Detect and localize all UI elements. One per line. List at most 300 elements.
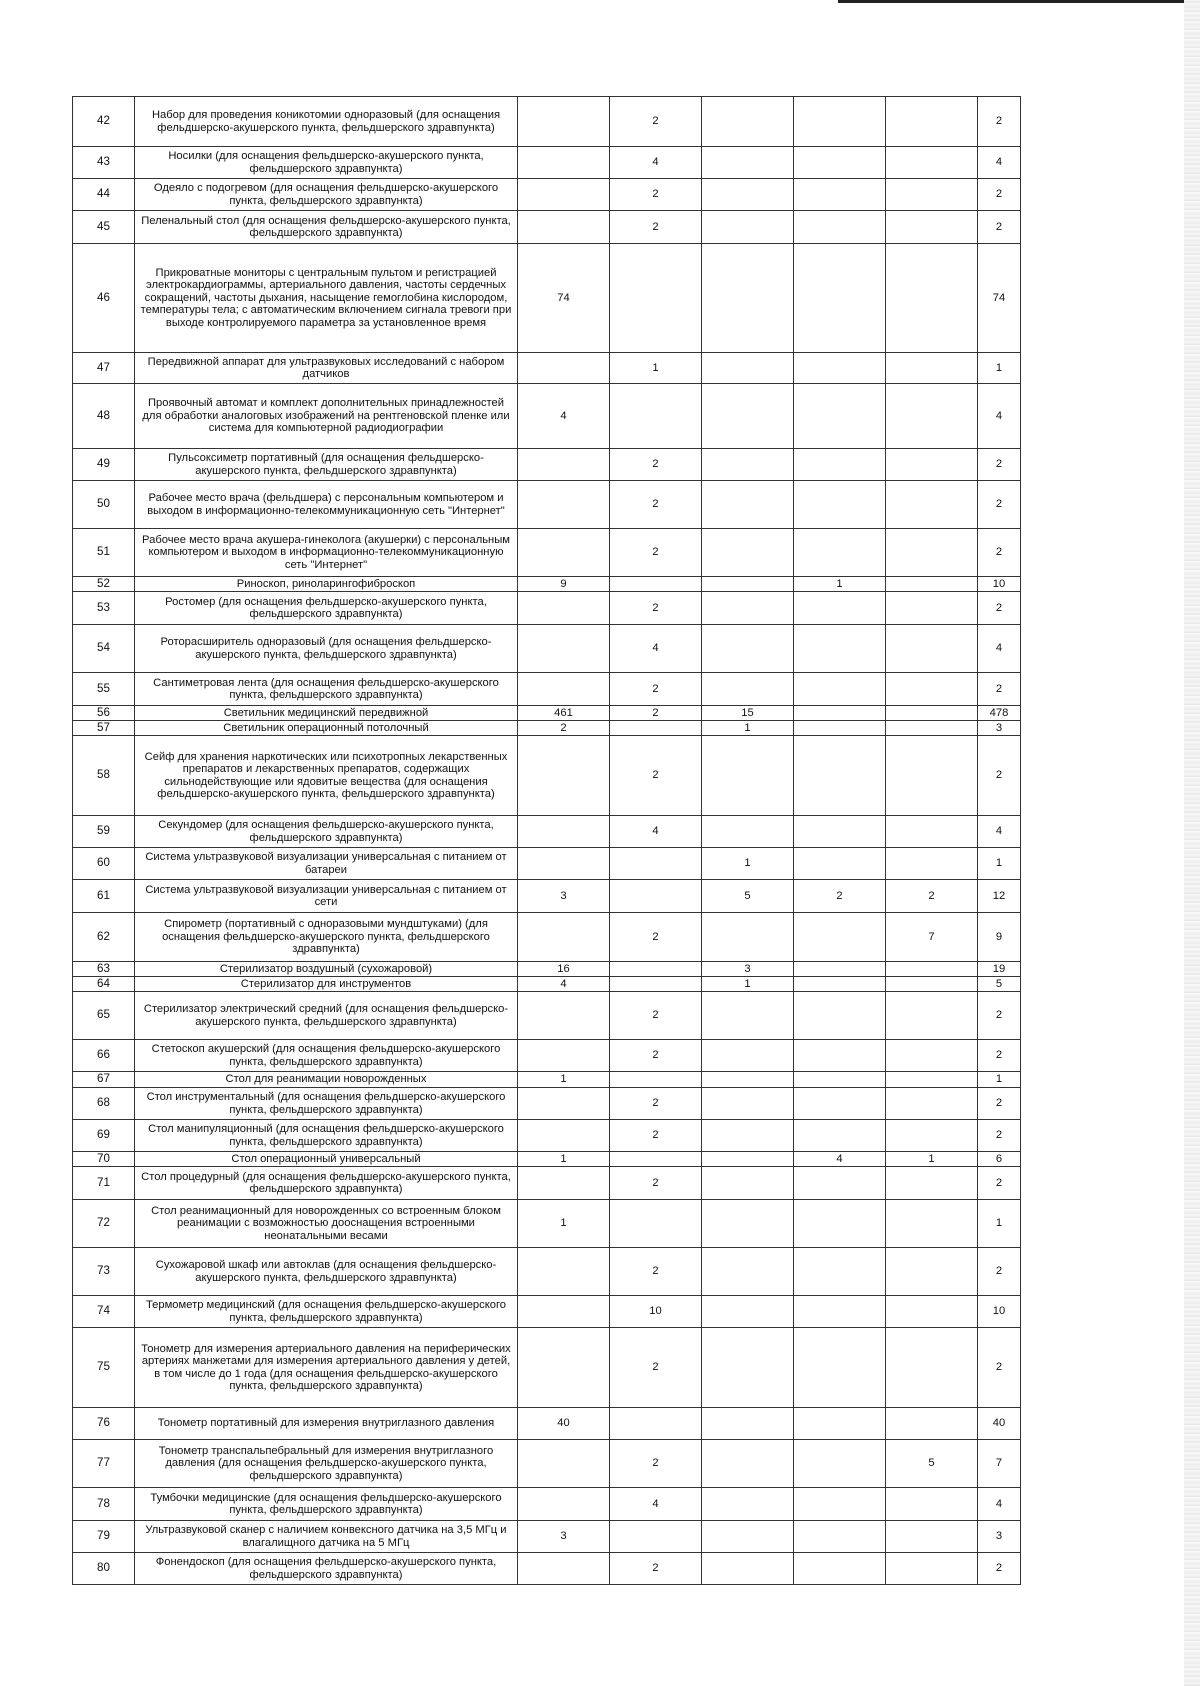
quantity-cell: 461 (518, 706, 610, 721)
table-row (73, 384, 1021, 449)
total-cell: 3 (978, 1521, 1021, 1553)
item-name: Проявочный автомат и комплект дополнительных принадлежностей для обработки аналоговых изображений на рентгеновской пленке или система для компьютерной радиодиографии (135, 384, 518, 449)
quantity-cell (886, 1167, 978, 1200)
table-row (73, 706, 1021, 721)
total-cell: 4 (978, 384, 1021, 449)
row-number: 65 (73, 992, 135, 1040)
item-name: Передвижной аппарат для ультразвуковых исследований с набором датчиков (135, 353, 518, 384)
quantity-cell (702, 577, 794, 592)
quantity-cell (518, 848, 610, 880)
quantity-cell (610, 962, 702, 977)
table-row (73, 1167, 1021, 1200)
quantity-cell: 7 (886, 913, 978, 962)
row-number: 76 (73, 1408, 135, 1440)
item-name: Светильник операционный потолочный (135, 721, 518, 736)
quantity-cell (702, 1296, 794, 1328)
quantity-cell: 4 (610, 816, 702, 848)
row-number: 75 (73, 1328, 135, 1408)
quantity-cell (518, 449, 610, 481)
table-row (73, 147, 1021, 179)
quantity-cell (518, 673, 610, 706)
item-name: Пульсоксиметр портативный (для оснащения фельдшерско-акушерского пункта, фельдшерского здравпункта) (135, 449, 518, 481)
quantity-cell (610, 977, 702, 992)
quantity-cell (794, 1553, 886, 1585)
total-cell: 5 (978, 977, 1021, 992)
quantity-cell (794, 384, 886, 449)
quantity-cell (794, 816, 886, 848)
table-row (73, 1248, 1021, 1296)
quantity-cell (610, 384, 702, 449)
quantity-cell: 2 (610, 449, 702, 481)
quantity-cell (518, 816, 610, 848)
quantity-cell (886, 848, 978, 880)
item-name: Светильник медицинский передвижной (135, 706, 518, 721)
quantity-cell (794, 1120, 886, 1152)
quantity-cell (886, 673, 978, 706)
quantity-cell (794, 449, 886, 481)
quantity-cell (518, 97, 610, 147)
row-number: 80 (73, 1553, 135, 1585)
quantity-cell (702, 179, 794, 211)
row-number: 43 (73, 147, 135, 179)
item-name: Прикроватные мониторы с центральным пультом и регистрацией электрокардиограммы, артериального давления, частоты сердечных сокращений, частоты дыхания, насыщение гемоглобина кислородом, температуры тела; с автоматическим включением сигнала тревоги при выходе контролируемого параметра за установленное время (135, 244, 518, 353)
quantity-cell: 4 (794, 1152, 886, 1167)
quantity-cell: 2 (610, 1328, 702, 1408)
row-number: 71 (73, 1167, 135, 1200)
quantity-cell: 3 (518, 1521, 610, 1553)
quantity-cell (886, 625, 978, 673)
quantity-cell (886, 577, 978, 592)
quantity-cell (794, 992, 886, 1040)
quantity-cell (518, 1248, 610, 1296)
table-row (73, 1488, 1021, 1521)
quantity-cell (794, 211, 886, 244)
quantity-cell (794, 1296, 886, 1328)
quantity-cell (886, 449, 978, 481)
quantity-cell: 2 (610, 97, 702, 147)
quantity-cell: 5 (702, 880, 794, 913)
item-name: Тонометр для измерения артериального давления на периферических артериях манжетами для измерения артериального давления у детей, в том числе до 1 года (для оснащения фельдшерско-акушерского пункта, фельдшерского здравпункта) (135, 1328, 518, 1408)
table-row (73, 625, 1021, 673)
quantity-cell (610, 1152, 702, 1167)
quantity-cell (702, 1248, 794, 1296)
item-name: Одеяло с подогревом (для оснащения фельдшерско-акушерского пункта, фельдшерского здравпункта) (135, 179, 518, 211)
quantity-cell: 5 (886, 1440, 978, 1488)
table-row (73, 1521, 1021, 1553)
total-cell: 4 (978, 625, 1021, 673)
item-name: Стол процедурный (для оснащения фельдшерско-акушерского пункта, фельдшерского здравпункта) (135, 1167, 518, 1200)
quantity-cell: 2 (610, 592, 702, 625)
quantity-cell (518, 592, 610, 625)
quantity-cell (794, 673, 886, 706)
quantity-cell: 2 (610, 1167, 702, 1200)
quantity-cell: 10 (610, 1296, 702, 1328)
table-row (73, 673, 1021, 706)
table-row (73, 529, 1021, 577)
row-number: 62 (73, 913, 135, 962)
quantity-cell (610, 1072, 702, 1088)
quantity-cell (518, 1553, 610, 1585)
quantity-cell (794, 244, 886, 353)
quantity-cell: 2 (610, 1120, 702, 1152)
total-cell: 4 (978, 147, 1021, 179)
table-row (73, 721, 1021, 736)
total-cell: 12 (978, 880, 1021, 913)
quantity-cell (702, 1072, 794, 1088)
quantity-cell (702, 625, 794, 673)
quantity-cell (702, 1040, 794, 1072)
quantity-cell (610, 1521, 702, 1553)
quantity-cell (518, 353, 610, 384)
quantity-cell (518, 1440, 610, 1488)
item-name: Носилки (для оснащения фельдшерско-акушерского пункта, фельдшерского здравпункта) (135, 147, 518, 179)
row-number: 68 (73, 1088, 135, 1120)
quantity-cell: 2 (886, 880, 978, 913)
table-row (73, 1296, 1021, 1328)
row-number: 55 (73, 673, 135, 706)
quantity-cell: 4 (610, 147, 702, 179)
quantity-cell (886, 353, 978, 384)
row-number: 52 (73, 577, 135, 592)
quantity-cell: 2 (610, 1440, 702, 1488)
quantity-cell (610, 721, 702, 736)
total-cell: 1 (978, 353, 1021, 384)
quantity-cell (518, 1328, 610, 1408)
item-name: Стерилизатор воздушный (сухожаровой) (135, 962, 518, 977)
quantity-cell (886, 592, 978, 625)
table-row (73, 592, 1021, 625)
quantity-cell (794, 962, 886, 977)
table-row (73, 1440, 1021, 1488)
quantity-cell (702, 913, 794, 962)
quantity-cell (702, 529, 794, 577)
row-number: 72 (73, 1200, 135, 1248)
row-number: 70 (73, 1152, 135, 1167)
total-cell: 2 (978, 1248, 1021, 1296)
quantity-cell (518, 736, 610, 816)
row-number: 42 (73, 97, 135, 147)
quantity-cell (794, 1072, 886, 1088)
quantity-cell: 2 (610, 1553, 702, 1585)
quantity-cell: 2 (610, 706, 702, 721)
item-name: Стол реанимационный для новорожденных со встроенным блоком реанимации с возможностью дооснащения встроенными неонатальными весами (135, 1200, 518, 1248)
quantity-cell: 4 (610, 625, 702, 673)
table-row (73, 913, 1021, 962)
quantity-cell (794, 1328, 886, 1408)
quantity-cell (610, 244, 702, 353)
quantity-cell (886, 1328, 978, 1408)
quantity-cell (518, 1040, 610, 1072)
table-row (73, 449, 1021, 481)
quantity-cell (886, 992, 978, 1040)
quantity-cell: 2 (610, 179, 702, 211)
quantity-cell (518, 1167, 610, 1200)
row-number: 48 (73, 384, 135, 449)
quantity-cell (794, 97, 886, 147)
quantity-cell (794, 147, 886, 179)
item-name: Стол манипуляционный (для оснащения фельдшерско-акушерского пункта, фельдшерского здравпункта) (135, 1120, 518, 1152)
quantity-cell (886, 97, 978, 147)
quantity-cell: 74 (518, 244, 610, 353)
quantity-cell (518, 179, 610, 211)
quantity-cell: 2 (610, 481, 702, 529)
equipment-table-page (72, 96, 1020, 1585)
table-row (73, 1152, 1021, 1167)
row-number: 63 (73, 962, 135, 977)
quantity-cell (794, 481, 886, 529)
item-name: Стерилизатор для инструментов (135, 977, 518, 992)
quantity-cell: 1 (702, 721, 794, 736)
total-cell: 1 (978, 1072, 1021, 1088)
quantity-cell (518, 147, 610, 179)
table-row (73, 992, 1021, 1040)
row-number: 77 (73, 1440, 135, 1488)
quantity-cell: 1 (518, 1072, 610, 1088)
quantity-cell (702, 211, 794, 244)
quantity-cell (886, 721, 978, 736)
quantity-cell: 2 (518, 721, 610, 736)
item-name: Стетоскоп акушерский (для оснащения фельдшерско-акушерского пункта, фельдшерского здравпункта) (135, 1040, 518, 1072)
item-name: Роторасширитель одноразовый (для оснащения фельдшерско-акушерского пункта, фельдшерского здравпункта) (135, 625, 518, 673)
quantity-cell (886, 1296, 978, 1328)
equipment-table (72, 96, 1021, 1585)
quantity-cell (702, 97, 794, 147)
quantity-cell: 2 (610, 673, 702, 706)
quantity-cell: 2 (610, 736, 702, 816)
quantity-cell (702, 1152, 794, 1167)
quantity-cell (886, 147, 978, 179)
quantity-cell (794, 1088, 886, 1120)
item-name: Сантиметровая лента (для оснащения фельдшерско-акушерского пункта, фельдшерского здравпункта) (135, 673, 518, 706)
quantity-cell (886, 1521, 978, 1553)
quantity-cell (886, 1248, 978, 1296)
total-cell: 19 (978, 962, 1021, 977)
quantity-cell (702, 592, 794, 625)
quantity-cell (794, 736, 886, 816)
quantity-cell (794, 706, 886, 721)
quantity-cell (702, 384, 794, 449)
item-name: Тонометр портативный для измерения внутриглазного давления (135, 1408, 518, 1440)
quantity-cell (702, 353, 794, 384)
row-number: 45 (73, 211, 135, 244)
total-cell: 2 (978, 449, 1021, 481)
quantity-cell (886, 816, 978, 848)
row-number: 74 (73, 1296, 135, 1328)
quantity-cell (702, 147, 794, 179)
item-name: Сейф для хранения наркотических или психотропных лекарственных препаратов и лекарственных препаратов, содержащих сильнодействующие или ядовитые вещества (для оснащения фельдшерско-акушерского пункта, фельдшерского здравпункта) (135, 736, 518, 816)
table-row (73, 179, 1021, 211)
item-name: Стерилизатор электрический средний (для оснащения фельдшерско-акушерского пункта, фельдшерского здравпункта) (135, 992, 518, 1040)
total-cell: 2 (978, 673, 1021, 706)
quantity-cell: 1 (610, 353, 702, 384)
quantity-cell (886, 977, 978, 992)
total-cell: 3 (978, 721, 1021, 736)
item-name: Система ультразвуковой визуализации универсальная с питанием от сети (135, 880, 518, 913)
quantity-cell (794, 1248, 886, 1296)
table-row (73, 962, 1021, 977)
table-row (73, 1120, 1021, 1152)
quantity-cell (702, 1120, 794, 1152)
item-name: Термометр медицинский (для оснащения фельдшерско-акушерского пункта, фельдшерского здравпункта) (135, 1296, 518, 1328)
table-row (73, 977, 1021, 992)
total-cell: 9 (978, 913, 1021, 962)
quantity-cell: 2 (610, 529, 702, 577)
quantity-cell (518, 1088, 610, 1120)
quantity-cell (518, 1296, 610, 1328)
total-cell: 2 (978, 1088, 1021, 1120)
quantity-cell (702, 816, 794, 848)
table-row (73, 353, 1021, 384)
total-cell: 2 (978, 1120, 1021, 1152)
table-row (73, 1040, 1021, 1072)
table-row (73, 211, 1021, 244)
quantity-cell (886, 481, 978, 529)
row-number: 47 (73, 353, 135, 384)
quantity-cell (886, 1553, 978, 1585)
row-number: 64 (73, 977, 135, 992)
total-cell: 2 (978, 1167, 1021, 1200)
quantity-cell (886, 1200, 978, 1248)
total-cell: 2 (978, 97, 1021, 147)
row-number: 69 (73, 1120, 135, 1152)
row-number: 59 (73, 816, 135, 848)
row-number: 67 (73, 1072, 135, 1088)
table-row (73, 1553, 1021, 1585)
table-row (73, 1408, 1021, 1440)
quantity-cell (702, 1167, 794, 1200)
table-row (73, 736, 1021, 816)
table-row (73, 481, 1021, 529)
quantity-cell (886, 1488, 978, 1521)
table-row (73, 577, 1021, 592)
quantity-cell: 40 (518, 1408, 610, 1440)
total-cell: 2 (978, 179, 1021, 211)
item-name: Стол для реанимации новорожденных (135, 1072, 518, 1088)
total-cell: 1 (978, 1200, 1021, 1248)
quantity-cell (610, 848, 702, 880)
row-number: 53 (73, 592, 135, 625)
total-cell: 2 (978, 1328, 1021, 1408)
total-cell: 2 (978, 211, 1021, 244)
row-number: 66 (73, 1040, 135, 1072)
quantity-cell: 2 (610, 1040, 702, 1072)
quantity-cell: 2 (610, 1248, 702, 1296)
quantity-cell (794, 529, 886, 577)
total-cell: 2 (978, 481, 1021, 529)
quantity-cell: 4 (518, 384, 610, 449)
table-row (73, 880, 1021, 913)
row-number: 50 (73, 481, 135, 529)
row-number: 44 (73, 179, 135, 211)
quantity-cell (886, 1120, 978, 1152)
quantity-cell (886, 1088, 978, 1120)
total-cell: 40 (978, 1408, 1021, 1440)
quantity-cell (794, 1521, 886, 1553)
row-number: 60 (73, 848, 135, 880)
quantity-cell (702, 673, 794, 706)
quantity-cell: 15 (702, 706, 794, 721)
quantity-cell (794, 1488, 886, 1521)
quantity-cell (702, 481, 794, 529)
quantity-cell (886, 1040, 978, 1072)
quantity-cell: 1 (702, 848, 794, 880)
row-number: 54 (73, 625, 135, 673)
quantity-cell (794, 353, 886, 384)
quantity-cell (794, 1200, 886, 1248)
quantity-cell (886, 529, 978, 577)
row-number: 49 (73, 449, 135, 481)
quantity-cell: 3 (518, 880, 610, 913)
item-name: Ультразвуковой сканер с наличием конвексного датчика на 3,5 МГц и влагалищного датчика на 5 МГц (135, 1521, 518, 1553)
row-number: 56 (73, 706, 135, 721)
total-cell: 2 (978, 592, 1021, 625)
row-number: 51 (73, 529, 135, 577)
quantity-cell: 2 (794, 880, 886, 913)
table-row (73, 816, 1021, 848)
item-name: Секундомер (для оснащения фельдшерско-акушерского пункта, фельдшерского здравпункта) (135, 816, 518, 848)
item-name: Система ультразвуковой визуализации универсальная с питанием от батареи (135, 848, 518, 880)
row-number: 78 (73, 1488, 135, 1521)
quantity-cell: 4 (610, 1488, 702, 1521)
quantity-cell: 4 (518, 977, 610, 992)
total-cell: 2 (978, 1040, 1021, 1072)
total-cell: 4 (978, 816, 1021, 848)
quantity-cell (518, 529, 610, 577)
quantity-cell (702, 992, 794, 1040)
quantity-cell (794, 721, 886, 736)
row-number: 46 (73, 244, 135, 353)
item-name: Набор для проведения коникотомии одноразовый (для оснащения фельдшерско-акушерского пункта, фельдшерского здравпункта) (135, 97, 518, 147)
quantity-cell (794, 1167, 886, 1200)
row-number: 58 (73, 736, 135, 816)
quantity-cell (886, 384, 978, 449)
table-row (73, 1072, 1021, 1088)
total-cell: 2 (978, 736, 1021, 816)
quantity-cell: 2 (610, 992, 702, 1040)
total-cell: 10 (978, 577, 1021, 592)
top-edge-rule (838, 0, 1200, 3)
table-row (73, 244, 1021, 353)
quantity-cell (702, 1553, 794, 1585)
quantity-cell (518, 481, 610, 529)
quantity-cell (610, 577, 702, 592)
quantity-cell: 2 (610, 211, 702, 244)
quantity-cell (702, 449, 794, 481)
total-cell: 2 (978, 992, 1021, 1040)
quantity-cell: 1 (794, 577, 886, 592)
quantity-cell: 16 (518, 962, 610, 977)
total-cell: 74 (978, 244, 1021, 353)
quantity-cell (702, 1488, 794, 1521)
quantity-cell: 2 (610, 1088, 702, 1120)
quantity-cell (886, 244, 978, 353)
quantity-cell (886, 736, 978, 816)
item-name: Стол инструментальный (для оснащения фельдшерско-акушерского пункта, фельдшерского здравпункта) (135, 1088, 518, 1120)
quantity-cell (886, 1408, 978, 1440)
quantity-cell (794, 625, 886, 673)
row-number: 73 (73, 1248, 135, 1296)
row-number: 57 (73, 721, 135, 736)
quantity-cell (886, 1072, 978, 1088)
quantity-cell (794, 1408, 886, 1440)
total-cell: 6 (978, 1152, 1021, 1167)
quantity-cell: 2 (610, 913, 702, 962)
quantity-cell (794, 1440, 886, 1488)
item-name: Фонендоскоп (для оснащения фельдшерско-акушерского пункта, фельдшерского здравпункта) (135, 1553, 518, 1585)
quantity-cell: 1 (886, 1152, 978, 1167)
quantity-cell (794, 913, 886, 962)
quantity-cell (886, 211, 978, 244)
